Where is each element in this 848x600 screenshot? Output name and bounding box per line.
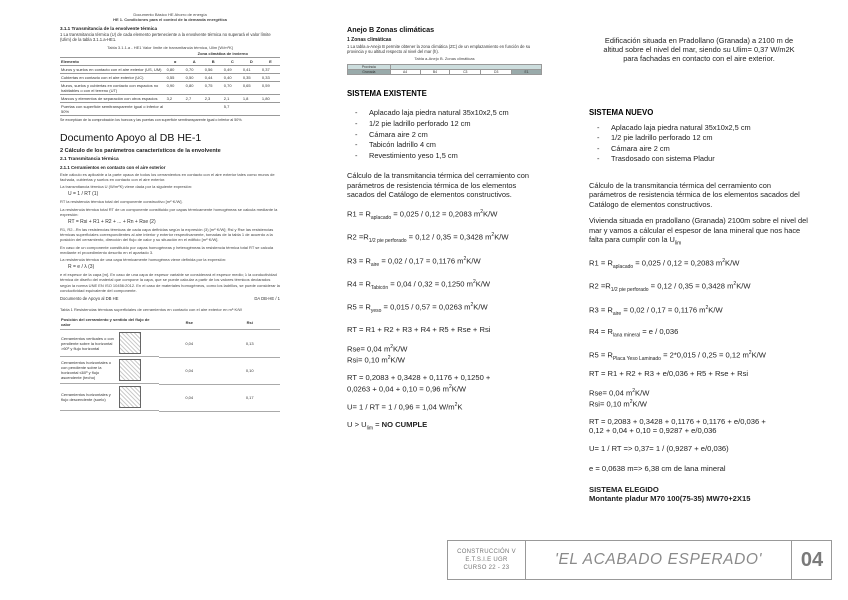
table-cell: 0,33 (261, 74, 280, 82)
table-cell: 0,90 (166, 82, 185, 95)
table-cell (60, 330, 159, 357)
ulim-table-caption: Tabla 3.1.1.a - HE1 Valor límite de transmitancia térmica, Ulim [W/m²K] (107, 45, 233, 51)
r2-equation: $R2 =R_{1/2 pie perforado} = 0,12 / 0,35 = 0,3428$ $m^2K/W$ (589, 281, 751, 294)
ulim-table-note: Se exceptúan de la comprobación los huecos y las puertas con superficie semitransparente igual o inferior al 50%. (60, 118, 243, 123)
table-cell (242, 103, 261, 116)
res-row-label: Cerramientos horizontales o con pendiente sobre la horizontal ≤60º y flujo ascendente (techo) (61, 360, 112, 381)
table-row (60, 357, 280, 384)
ulim-col-header: Elemento (60, 58, 166, 66)
table-cell: 2,7 (185, 95, 204, 103)
table-cell: 0,80 (185, 82, 204, 95)
section-2-title: 2 Cálculo de los parámetros característicos de la envolvente (60, 147, 221, 154)
list-item: - Cámara aire 2 cm (597, 143, 670, 153)
table-row (60, 82, 280, 95)
e-result: e = 0,0638 m=> 6,38 cm de lana mineral (589, 464, 726, 474)
r1-equation: $R1 = R_{aplacado} = 0,025 / 0,12 = 0,2083$ $m^2K/W$ (589, 257, 740, 270)
table-cell: 0,44 (204, 74, 223, 82)
existing-system-column (347, 25, 542, 585)
table-cell: 0,49 (223, 66, 242, 74)
sheet-title: 'EL ACABADO ESPERADO' (526, 541, 792, 579)
res-col-header: Posición del cerramiento y sentido del flujo de calor (60, 315, 159, 330)
table-cell: 0,37 (261, 66, 280, 74)
section-3-1-1-text: 1 La transmitancia térmica (U) de cada elemento perteneciente a la envolvente térmica no superará el valor límite (Ulim) de la tabla 3.1.1.a-HE1. (60, 31, 271, 42)
table-row (60, 384, 280, 411)
table-cell (204, 103, 223, 116)
rt-calc-line-2: 0,0263 + 0,04 + 0,10 = 0,96 $m^2K/W$ (347, 383, 467, 394)
site-intro: Edificación situada en Pradollano (Granada) a 2100 m de altitud sobre el nivel del mar, siendo su Ulim= 0,37 W/m2K para fachadas en contacto con el aire exterior. (603, 36, 795, 64)
course-year: CURSO 22 - 23 (463, 565, 510, 571)
new-layers-list (597, 123, 809, 165)
resistance-table-caption: Tabla 1 Resistencias térmicas superficiales de cerramientos en contacto con el aire exterior en m²·K/W (60, 307, 243, 313)
resistance-table (60, 315, 280, 412)
table-cell (60, 384, 159, 411)
table-row (60, 95, 280, 103)
formula-3: R = e / λ (3) (68, 264, 95, 271)
roof-diagram-icon (119, 359, 141, 381)
layer-label: Aplacado laja piedra natural 35x10x2,5 cm (611, 122, 751, 132)
rse-value: Rse= 0,04 $m^2K/W$ (347, 344, 408, 354)
ulim-table (60, 50, 280, 116)
paragraph: R1, R2...Rn las resistencias térmicas de cada capa definidas según la expresión (3) [m²·K/W]; Rsi y Rse las resistencias térmicas superficiales correspondientes al aire interior y exterior respectivamente, tomadas de la tabla 1 de acuerdo a la posición del cerramiento, dirección del flujo de calor y su situación en el edificio [m²·K/W]. (60, 227, 274, 243)
rsi-value: Rsi= 0,10 $m^2K/W$ (589, 398, 647, 409)
table-cell: 0,35 (242, 74, 261, 82)
table-cell (166, 103, 185, 116)
list-item: - Cámara aire 2 cm (355, 129, 428, 139)
res-col-header: Rse (159, 315, 220, 330)
list-item: - 1/2 pie ladrillo perforado 12 cm (355, 119, 471, 128)
layer-label: Cámara aire 2 cm (369, 129, 428, 139)
paragraph: La transmitancia térmica U (W/m²K) viene dada por la siguiente expresión: (60, 184, 193, 190)
annex-zone-cell: A4 (390, 70, 420, 75)
layer-label: 1/2 pie ladrillo perforado 12 cm (369, 119, 471, 128)
table-cell: 2,1 (223, 95, 242, 103)
doc-footer (60, 296, 280, 301)
table-cell: 0,55 (166, 74, 185, 82)
table-cell: 5,7 (223, 103, 242, 116)
formula-1: U = 1 / RT (1) (68, 191, 99, 198)
list-item: - Aplacado laja piedra natural 35x10x2,5 cm (597, 122, 751, 132)
table-cell: 3,2 (166, 95, 185, 103)
layer-label: Cámara aire 2 cm (611, 143, 670, 153)
ulim-zone-header: Zona climática de invierno (166, 50, 280, 58)
section-2-1-title: 2.1 Transmitancia térmica (60, 156, 119, 162)
ulim-col-header: C (223, 58, 242, 66)
new-system-heading: SISTEMA NUEVO (589, 107, 654, 117)
section-2-1-1-title: 2.1.1 Cerramientos en contacto con el aire exterior (60, 164, 166, 170)
u-check: $U > U_{lim}$ = NO CUMPLE (347, 420, 428, 432)
paragraph: RT la resistencia térmica total del componente constructivo [m²·K/W]. (60, 199, 183, 205)
table-cell (185, 103, 204, 116)
course-name: CONSTRUCCIÓN V (457, 549, 516, 555)
table-cell: 0,50 (185, 74, 204, 82)
school-name: E.T.S.I.E UGR (465, 557, 508, 563)
ulim-col-header: A (185, 58, 204, 66)
table-cell (60, 357, 159, 384)
table-cell: 2,3 (204, 95, 223, 103)
res-row-label: Cerramientos verticales o con pendiente sobre la horizontal >60º y flujo horizontal (61, 335, 114, 351)
list-item: - Trasdosado con sistema Pladur (597, 154, 715, 164)
table-cell: 0,41 (242, 66, 261, 74)
u-calc: U= 1 / RT = 1 / 0,96 = 1,04 $W/m^2K$ (347, 402, 463, 413)
r2-equation: $R2 =R_{1/2 pie perforado} = 0,12 / 0,35 = 0,3428$ $m^2K/W$ (347, 232, 509, 245)
table-cell: 0,70 (185, 66, 204, 74)
table-cell: Marcos y elementos de separación con otros espacios (60, 95, 166, 103)
table-cell: 0,04 (159, 330, 220, 358)
table-cell: Puertas con superficie semitransparente igual o inferior al 50% (60, 103, 166, 116)
rt-calc-line-1: RT = 0,2083 + 0,3428 + 0,1176 + 0,1176 + e/0,036 + (589, 416, 766, 426)
table-cell: 0,10 (220, 357, 281, 384)
chosen-system-title: SISTEMA ELEGIDO (589, 484, 659, 494)
table-row (60, 330, 280, 358)
list-item: - Aplacado laja piedra natural 35x10x2,5 cm (355, 108, 509, 118)
r1-equation: $R1 = R_{aplacado} = 0,025 / 0,12 = 0,2083$ $m^2K/W$ (347, 208, 498, 221)
table-cell: Cubiertas en contacto con el aire exterior (UC) (60, 74, 166, 82)
annex-subtitle: 1 Zonas climáticas (347, 37, 392, 43)
table-cell: 0,04 (159, 384, 220, 411)
layer-label: Tabicón ladrillo 4 cm (369, 140, 436, 150)
rt-sum-equation: RT = R1 + R2 + R3 + R4 + R5 + Rse + Rsi (347, 324, 491, 334)
new-system-column (589, 36, 809, 536)
site-text: Vivienda situada en pradollano (Granada) 2100m sobre el nivel del mar y vamos a cálcular el espesor de lana mineral que nos hace falta para cumplir con la $U_{lim}$ (589, 216, 808, 247)
annex-text: 1 La tabla a-Anejo B permite obtener la zona climática (ZC) de un emplazamiento en función de su provincia y su altitud respecto al nivel del mar (h). (347, 43, 531, 54)
title-block (447, 540, 832, 580)
floor-diagram-icon (119, 386, 141, 408)
ulim-col-header: D (242, 58, 261, 66)
reference-document-column (60, 12, 280, 587)
paragraph: La resistencia térmica total RT de un componente constituido por capas térmicamente homogéneas se calcula mediante la expresión: (60, 206, 278, 217)
table-cell: Muros y suelos en contacto con el aire exterior (US, UM) (60, 66, 166, 74)
ulim-col-header: E (261, 58, 280, 66)
no-cumple-label: NO CUMPLE (381, 420, 428, 430)
r4-equation: $R4 = R_{lana mineral} = e / 0,036$ (589, 327, 679, 339)
table-cell: 0,70 (223, 82, 242, 95)
paragraph: La resistencia térmica de una capa térmicamente homogénea viene definida por la expresión: (60, 257, 227, 263)
list-item: - 1/2 pie ladrillo perforado 12 cm (597, 133, 713, 143)
table-cell: 0,75 (204, 82, 223, 95)
course-info (448, 541, 526, 579)
rt-sum-equation: RT = R1 + R2 + R3 + e/0,036 + R5 + Rse + Rsi (589, 368, 749, 378)
footer-right: DA DB-HE / 1 (254, 296, 280, 302)
rt-calc-line-1: RT = 0,2083 + 0,3428 + 0,1176 + 0,1250 + (347, 373, 491, 383)
u-calc: U= 1 / RT => 0,37= 1 / (0,9287 + e/0,036) (589, 443, 729, 453)
table-cell: 0,56 (204, 66, 223, 74)
table-cell: Muros, suelos y cubiertas en contacto con espacios no habitables o con el terreno (UT) (60, 82, 166, 95)
annex-zone-cell: D3 (481, 70, 512, 75)
sheet-number: 04 (800, 548, 824, 571)
ulim-table-spacer (60, 50, 166, 58)
r5-equation: $R5 = R_{yeso} = 0,015 / 0,57 = 0,0263$ $m^2K/W$ (347, 302, 488, 315)
table-cell: 0,04 (159, 357, 220, 384)
list-item: - Tabicón ladrillo 4 cm (355, 140, 436, 150)
paragraph: En caso de un componente constituido por capas homogéneas y heterogéneas la resistencia térmica total RT se calcula mediante el procedimiento descrito en el apartado 3. (60, 244, 274, 255)
res-row-label: Cerramientos horizontales y flujo descendente (suelo) (61, 392, 111, 403)
annex-zone-cell: B4 (420, 70, 450, 75)
layer-label: 1/2 pie ladrillo perforado 12 cm (611, 133, 713, 143)
rse-value: Rse= 0,04 $m^2K/W$ (589, 388, 650, 398)
table-cell: 0,13 (220, 330, 281, 358)
r3-equation: $R3 = R_{aire} = 0,02 / 0,17 = 0,1176$ $m^2K/W$ (347, 255, 481, 268)
rsi-value: Rsi= 0,10 $m^2K/W$ (347, 355, 405, 365)
table-cell: 0,40 (223, 74, 242, 82)
doc-subheader: HE 1. Condiciones para el control de la demanda energética (113, 17, 227, 22)
res-col-header: Rsi (220, 315, 281, 330)
annex-zone-cell: C3 (450, 70, 481, 75)
formula-2: RT = Rsi + R1 + R2 + ... + Rn + Rse (2) (68, 219, 156, 226)
table-cell: 0,17 (220, 384, 281, 411)
table-cell: 0,59 (261, 82, 280, 95)
wall-diagram-icon (119, 332, 141, 354)
rt-calc-line-2: 0,12 + 0,04 + 0,10 = 0,9287 + e/0,036 (589, 426, 717, 436)
annex-row-label: Provincia (348, 65, 391, 70)
paragraph: Este cálculo es aplicable a la parte opaca de todos los cerramientos en contacto con el aire exterior tales como muros de fachada, cubiertas y suelos en contacto con el aire exterior. (60, 171, 275, 183)
list-item: - Revestimiento yeso 1,5 cm (355, 150, 458, 160)
document-title: Documento Apoyo al DB HE-1 (60, 131, 202, 144)
calc-intro: Cálculo de la transmitancia térmica del cerramiento con parámetros de resistencia térmica de los elementos sacados del Catálogo de elementos constructivos. (347, 171, 529, 200)
annex-table-caption: Tabla a-Anejo B. Zonas climáticas (414, 56, 475, 62)
r4-equation: $R4 = R_{Tabicón} = 0,04 / 0,32 = 0,1250$ $m^2K/W$ (347, 278, 491, 291)
existing-layers-list (355, 108, 542, 161)
table-row (60, 66, 280, 74)
annex-zone-cell: E1 (512, 70, 542, 75)
section-3-1-1: 3.1.1 Transmitancia de la envolvente térmica (60, 26, 158, 31)
layer-label: Trasdosado con sistema Pladur (611, 154, 715, 164)
chosen-system-value: Montante pladur M70 100(75-35) MW70+2X15 (589, 493, 751, 503)
annex-province: Granada (348, 70, 391, 75)
ulim-col-header: α (166, 58, 185, 66)
climate-zone-table (347, 64, 542, 75)
paragraph: e el espesor de la capa [m]. En caso de una capa de espesor variable se considerará el espesor medio; λ la conductividad térmica de diseño del material que compone la capa, que se puede calcular a partir de los valores térmicos declarados según la norma UNE EN ISO 10456:2012. En el caso de materiales homogéneos, como los ladrillos, se puede considerar la conductividad equivalente del componente. (60, 272, 280, 293)
layer-label: Aplacado laja piedra natural 35x10x2,5 cm (369, 108, 509, 118)
annex-title: Anejo B Zonas climáticas (347, 25, 435, 34)
table-row (60, 74, 280, 82)
table-cell: 1,8 (242, 95, 261, 103)
table-cell: 0,65 (242, 82, 261, 95)
existing-system-heading: SISTEMA EXISTENTE (347, 89, 427, 99)
table-cell (261, 103, 280, 116)
r3-equation: $R3 = R_{aire} = 0,02 / 0,17 = 0,1176$ $m^2K/W$ (589, 304, 723, 317)
ulim-col-header: B (204, 58, 223, 66)
table-cell: 0,80 (166, 66, 185, 74)
table-row (60, 103, 280, 116)
r5-equation: $R5 = R_{Placa Yeso Laminado} = 2*0,015 / 0,25 = 0,12$ $m^2K/W$ (589, 350, 766, 363)
calc-intro: Cálculo de la transmitancia térmica del cerramiento con parámetros de resistencia térmica de los elementos sacados del Catálogo de elementos constructivos. (589, 180, 800, 209)
footer-left: Documento de Apoyo al DB HE (60, 296, 119, 302)
doc-header: Documento Básico HE Ahorro de energía (133, 12, 207, 17)
table-cell: 1,80 (261, 95, 280, 103)
layer-label: Revestimiento yeso 1,5 cm (369, 150, 458, 160)
